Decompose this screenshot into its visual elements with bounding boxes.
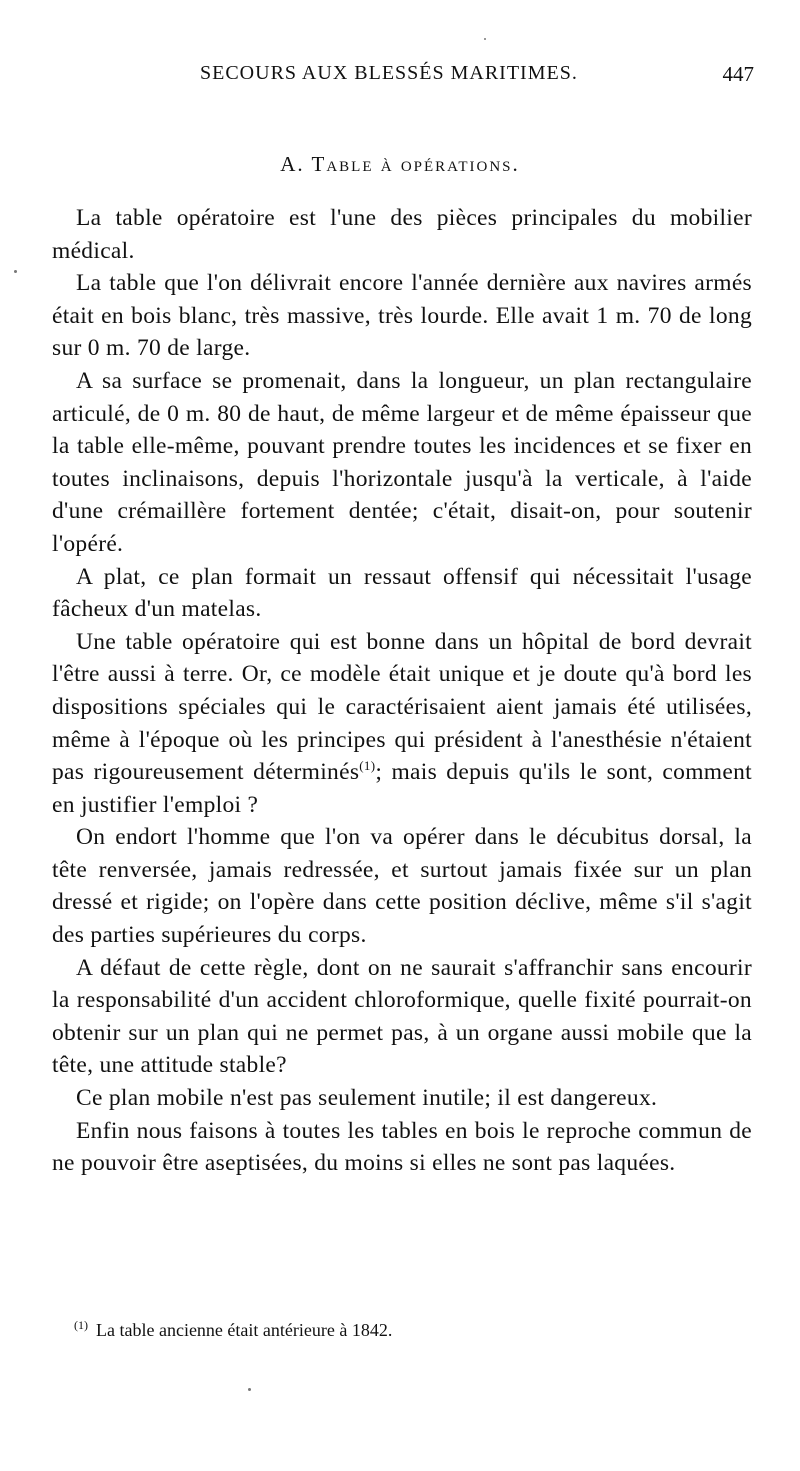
- paragraph-7: A défaut de cette règle, dont on ne saurait s'affranchir sans encourir la responsabilité d'un accident chloroformique, quelle fixité pourrait-on obtenir sur un plan qui ne permet pas, à un organe aussi mobile que la tête, une attitude stable?: [52, 954, 752, 1079]
- paragraph-9: Enfin nous faisons à toutes les tables en bois le reproche commun de ne pouvoir être aseptisées, du moins si elles ne sont pas laquées.: [52, 1117, 752, 1177]
- page-number: 447: [722, 62, 754, 86]
- scan-speck: [248, 1388, 251, 1391]
- paragraph-6: On endort l'homme que l'on va opérer dans le décubitus dorsal, la tête renversée, jamais redressée, et surtout jamais fixée sur un plan dressé et rigide; on l'opère dans cette position déclive, même s'il s'agit des parties supérieures du corps.: [52, 824, 752, 949]
- scan-speck: [484, 38, 486, 40]
- footnote-reference: (1): [359, 758, 376, 774]
- section-title: A. Table à opérations.: [280, 152, 520, 176]
- running-head: [0, 62, 800, 92]
- paragraph-5: [52, 626, 752, 822]
- running-title: SECOURS AUX BLESSÉS MARITIMES.: [200, 62, 578, 84]
- footnote-text: La table ancienne était antérieure à 1842.: [96, 1320, 393, 1340]
- paragraph-5-before: Une table opératoire qui est bonne dans un hôpital de bord devrait l'être aussi à terre. Or, ce modèle était unique et je doute qu'à bord les dispositions spéciales qui le caractérisaient aient jamais été utilisées, même à l'époque où les principes qui président à l'anesthésie n'étaient pas rigoureusement déterminés: [52, 628, 752, 786]
- body-text: [52, 202, 752, 1180]
- footnote-mark: (1): [74, 1318, 88, 1332]
- scan-speck: [14, 270, 17, 273]
- paragraph-8: Ce plan mobile n'est pas seulement inutile; il est dangereux.: [76, 1085, 658, 1112]
- paragraph-4: A plat, ce plan formait un ressaut offensif qui nécessitait l'usage fâcheux d'un matelas.: [52, 563, 752, 623]
- paragraph-5-after: ; mais depuis qu'ils le sont, comment en justifier l'emploi ?: [52, 759, 752, 818]
- paragraph-1: La table opératoire est l'une des pièces principales du mobilier médical.: [52, 205, 752, 264]
- paragraph-3: A sa surface se promenait, dans la longueur, un plan rectangulaire articulé, de 0 m. 80 de haut, de même largeur et de même épaisseur que la table elle-même, pouvant prendre toutes les incidences et se fixer en toutes inclinaisons, depuis l'horizontale jusqu'à la verticale, à l'aide d'une crémaillère fortement dentée; c'était, disait-on, pour soutenir l'opéré.: [52, 367, 752, 557]
- paragraph-2: La table que l'on délivrait encore l'année dernière aux navires armés était en bois blanc, très massive, très lourde. Elle avait 1 m. 70 de long sur 0 m. 70 de large.: [52, 270, 752, 362]
- footnote: [74, 1318, 734, 1341]
